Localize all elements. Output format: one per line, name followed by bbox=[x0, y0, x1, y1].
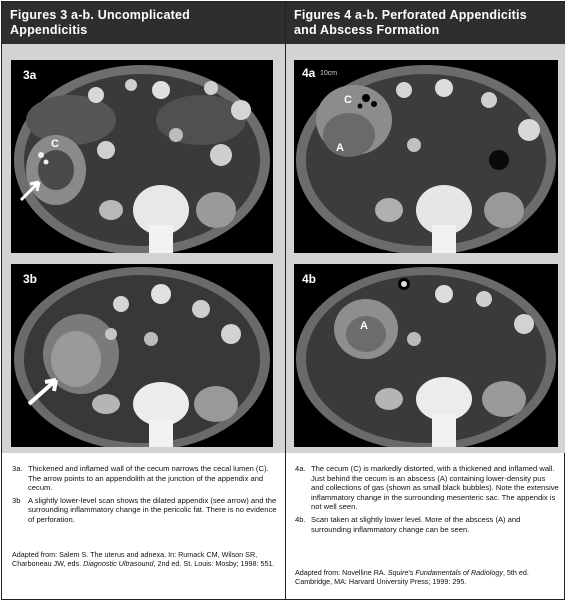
left-title-line1: Figures 3 a-b. Uncomplicated bbox=[10, 8, 190, 22]
ct-scan-3b bbox=[11, 264, 273, 447]
caption-3b-number: 3b bbox=[12, 495, 21, 505]
ct-scan-4a bbox=[294, 60, 558, 253]
caption-3a bbox=[12, 464, 278, 493]
right-figure-title bbox=[286, 2, 565, 44]
caption-3a-text: Thickened and inflamed wall of the cecum narrows the cecal lumen (C). The arrow points to an appendolith at the junction of the appendix and cecum. bbox=[28, 464, 269, 493]
left-captions bbox=[12, 464, 278, 528]
caption-3a-number: 3a. bbox=[12, 464, 23, 473]
left-source-suffix: , 2nd ed. St. Louis: Mosby; 1998: 551. bbox=[153, 559, 275, 569]
left-figure-title bbox=[2, 2, 285, 44]
right-source-suffix: , 5th ed. Cambridge, MA: Harvard University Press; 1999: 295. bbox=[295, 568, 529, 587]
caption-3b-text: A slightly lower-level scan shows the dilated appendix (see arrow) and the surrounding inflammatory change in the pericolic fat. There is no evidence of perforation. bbox=[28, 495, 277, 524]
caption-4a bbox=[295, 464, 559, 512]
ct-scan-3a bbox=[11, 60, 273, 253]
ct-scan-4b bbox=[294, 264, 558, 447]
caption-4a-text: The cecum (C) is markedly distorted, with a thickened and inflamed wall. Just behind the cecum is an abscess (A) containing lower-density pus and collections of gas (shown as small black bubbles). Note the extensive inflammatory change in the surrounding mesenteric sac. The appendix is not well seen. bbox=[311, 464, 559, 512]
left-source-title: Diagnostic Ultrasound bbox=[83, 559, 154, 569]
right-title-line2: and Abscess Formation bbox=[294, 23, 440, 37]
right-title-line1: Figures 4 a-b. Perforated Appendicitis bbox=[294, 8, 527, 22]
panel-label-3b: 3b bbox=[23, 272, 38, 286]
caption-4a-number: 4a. bbox=[295, 464, 306, 473]
panel-label-3a: 3a bbox=[23, 68, 37, 82]
right-source-prefix: Adapted from: Novelline RA. bbox=[295, 568, 388, 577]
left-source-prefix: Adapted from: Salem S. The uterus and adnexa. In: Rumack CM, Wilson SR, Charboneau JW, eds. bbox=[12, 550, 258, 569]
figure-frame bbox=[1, 1, 565, 600]
right-source-title: Squire's Fundamentals of Radiology bbox=[387, 568, 503, 577]
caption-3b bbox=[12, 496, 278, 525]
panel-label-4a: 4a bbox=[302, 66, 316, 80]
caption-4b bbox=[295, 515, 559, 534]
cecal-lumen-marker: C bbox=[51, 138, 59, 150]
left-source-citation bbox=[12, 550, 278, 568]
right-captions bbox=[295, 464, 559, 537]
left-title-line2: Appendicitis bbox=[10, 23, 88, 37]
caption-4b-number: 4b. bbox=[295, 514, 306, 524]
caption-4b-text: Scan taken at slightly lower level. More of the abscess (A) and surrounding inflammatory change can be seen. bbox=[311, 514, 521, 534]
cecum-marker: C bbox=[344, 94, 352, 106]
panel-label-4b: 4b bbox=[302, 272, 317, 286]
abscess-marker: A bbox=[336, 142, 344, 154]
scale-readout: 10cm bbox=[320, 70, 338, 77]
abscess-marker-4b: A bbox=[360, 320, 368, 332]
right-source-citation bbox=[295, 568, 559, 586]
